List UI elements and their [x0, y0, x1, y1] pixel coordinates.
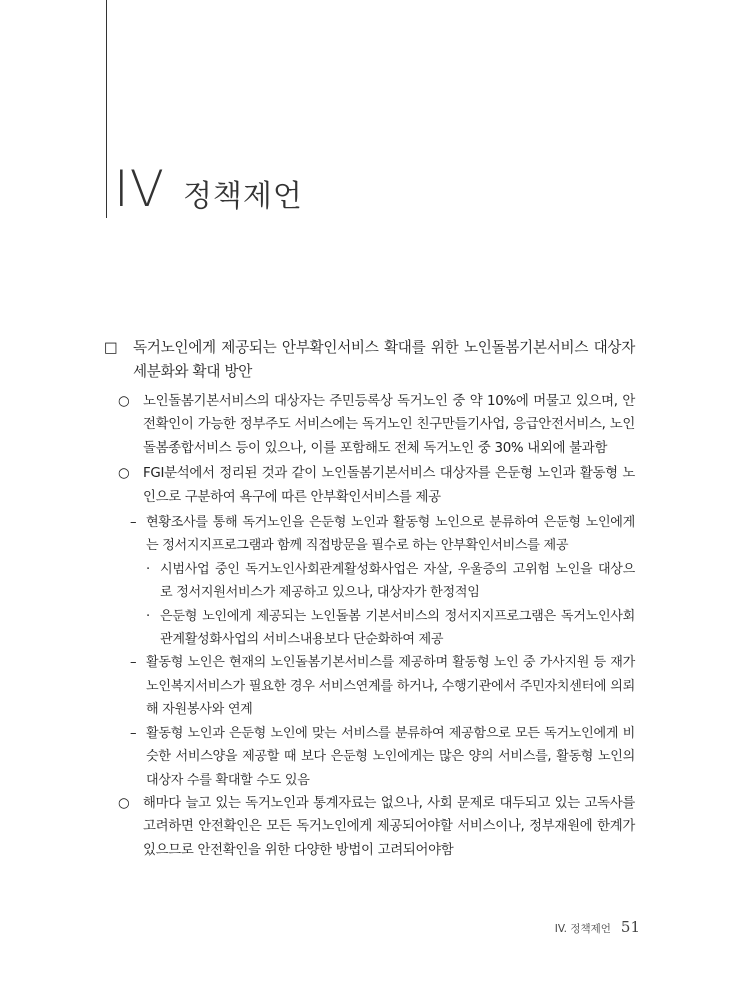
list-item-text: 현황조사를 통해 독거노인을 은둔형 노인과 활동형 노인으로 분류하여 은둔형 노인에게는 정서지지프로그램과 함께 직접방문을 필수로 하는 안부확인서비스를 제공 — [146, 515, 635, 554]
main-heading — [0, 336, 635, 384]
list-item — [0, 462, 635, 509]
circle-bullet-icon: ○ — [118, 466, 130, 482]
page-footer — [530, 918, 640, 936]
list-item-text: 활동형 노인은 현재의 노인돌봄기본서비스를 제공하며 활동형 노인 중 가사지원 등 재가노인복지서비스가 필요한 경우 서비스연계를 하거나, 수행기관에서 주민자치센터에 의뢰해 자원봉사와 연계 — [146, 655, 635, 718]
list-item-text: 활동형 노인과 은둔형 노인에 맞는 서비스를 분류하여 제공함으로 모든 독거노인에게 비슷한 서비스양을 제공할 때 보다 은둔형 노인에게는 많은 양의 서비스를, 활동형 노인의 대상자 수를 확대할 수도 있음 — [146, 725, 635, 788]
chapter-heading — [114, 160, 303, 218]
list-item — [0, 722, 635, 792]
list-item — [0, 651, 635, 721]
chapter-title: 정책제언 — [182, 179, 303, 214]
list-item-text: 은둔형 노인에게 제공되는 노인돌봄 기본서비스의 정서지지프로그램은 독거노인사회관계활성화사업의 서비스내용보다 단순화하여 제공 — [160, 608, 635, 648]
list-item-text: 노인돌봄기본서비스의 대상자는 주민등록상 독거노인 중 약 10%에 머물고 있으며, 안전확인이 가능한 정부주도 서비스에는 독거노인 친구만들기사업, 응급안전서비스, 노인돌봄종합서비스 등이 있으나, 이를 포함해도 전체 독거노인 중 30% 내외에 불과함 — [143, 394, 635, 456]
dash-bullet-icon: – — [130, 515, 137, 531]
policy-content — [0, 336, 741, 864]
list-item — [0, 511, 635, 558]
list-item-text: 시범사업 중인 독거노인사회관계활성화사업은 자살, 우울증의 고위험 노인을 대상으로 정서지원서비스가 제공하고 있으나, 대상자가 한정적임 — [160, 561, 635, 601]
list-item — [0, 605, 635, 652]
list-item — [0, 390, 635, 460]
dash-bullet-icon: – — [130, 655, 137, 671]
circle-bullet-icon: ○ — [118, 394, 130, 409]
list-item-text: 해마다 늘고 있는 독거노인과 통계자료는 없으나, 사회 문제로 대두되고 있는 고독사를 고려하면 안전확인은 모든 독거노인에게 제공되어야할 서비스이나, 정부재원에 한계가 있으므로 안전확인을 위한 다양한 방법이 고려되어야함 — [143, 795, 635, 858]
dot-bullet-icon: · — [146, 561, 150, 577]
dash-bullet-icon: – — [130, 725, 137, 741]
footer-section: IV. 정책제언 — [554, 923, 611, 935]
circle-bullet-icon: ○ — [118, 795, 130, 811]
list-item — [0, 792, 635, 862]
page-number: 51 — [620, 918, 640, 936]
dot-bullet-icon: · — [146, 608, 150, 624]
list-item — [0, 558, 635, 605]
chapter-number: IV — [114, 160, 165, 218]
square-bullet-icon: □ — [104, 339, 118, 356]
chapter-rule — [106, 0, 107, 218]
list-item-text: FGI분석에서 정리된 것과 같이 노인돌봄기본서비스 대상자를 은둔형 노인과 활동형 노인으로 구분하여 욕구에 따른 안부확인서비스를 제공 — [143, 466, 635, 505]
main-heading-text: 독거노인에게 제공되는 안부확인서비스 확대를 위한 노인돌봄기본서비스 대상자 세분화와 확대 방안 — [133, 339, 635, 380]
